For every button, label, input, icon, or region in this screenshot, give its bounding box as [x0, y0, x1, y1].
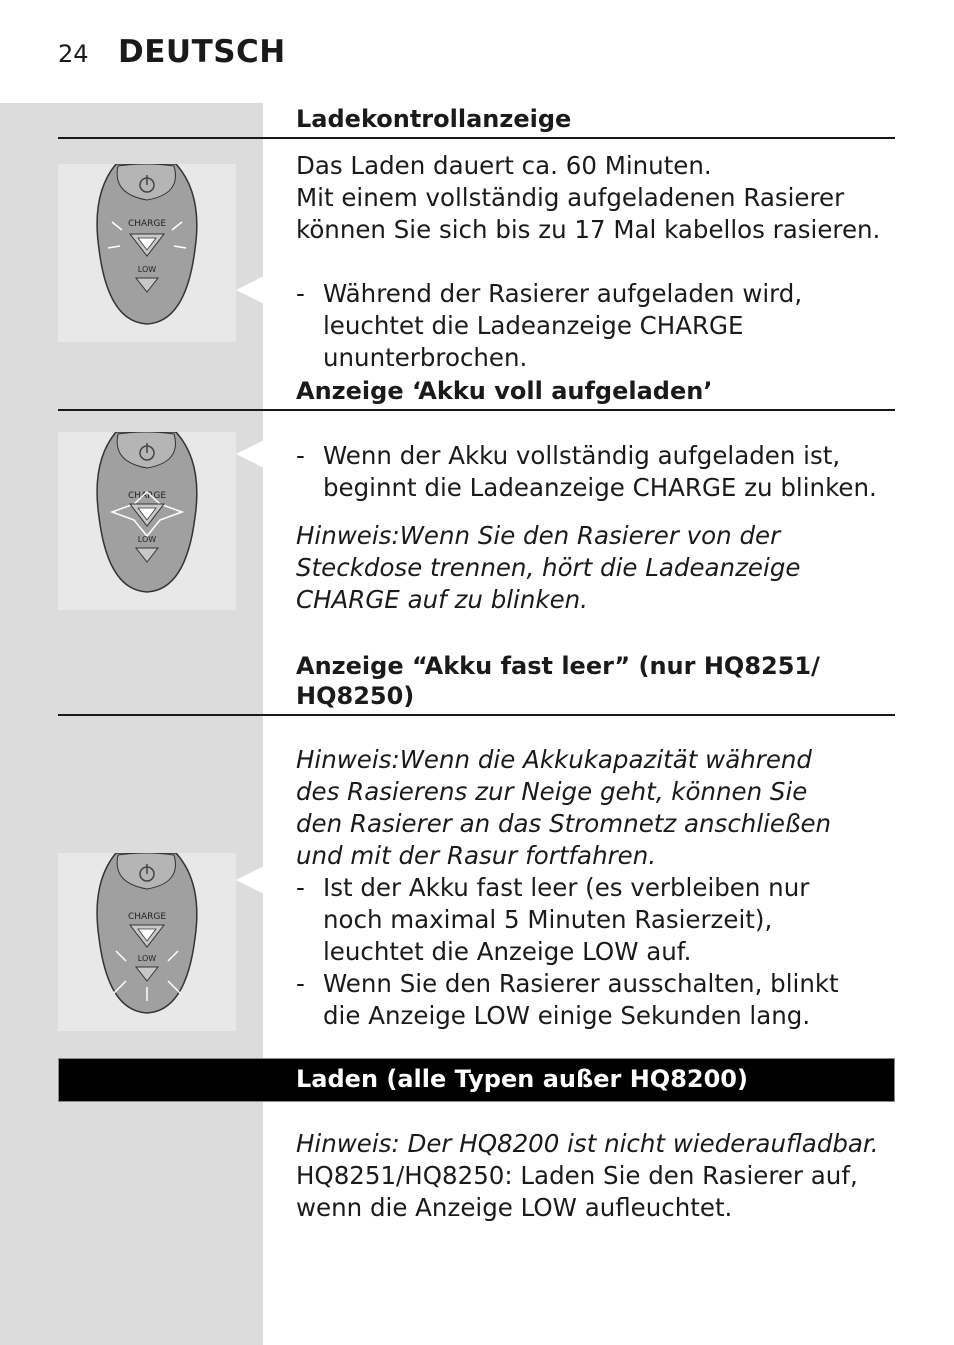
- battery-low-text: [296, 744, 896, 1032]
- charge-duration: Das Laden dauert ca. 60 Minuten.: [296, 151, 712, 180]
- figure-battery-full: [58, 432, 236, 610]
- section-divider: [58, 409, 895, 411]
- bullet-item: - Wenn Sie den Rasierer ausschalten, blinkt die Anzeige LOW einige Sekunden lang.: [296, 969, 839, 1030]
- charging-instruction: HQ8251/HQ8250: Laden Sie den Rasierer auf, wenn die Anzeige LOW aufleuchtet.: [296, 1161, 858, 1222]
- section-bar-charging: [58, 1058, 895, 1102]
- figure-pointer: [236, 440, 264, 468]
- charge-label: CHARGE: [127, 219, 167, 229]
- heading-charge-indicator: Ladekontrollanzeige: [296, 105, 572, 133]
- bullet-item: - Wenn der Akku vollständig aufgeladen ist, beginnt die Ladeanzeige CHARGE zu blinken.: [296, 441, 877, 502]
- figure-charge-indicator: [58, 164, 236, 342]
- battery-low-note: Hinweis:Wenn die Akkukapazität während des Rasierens zur Neige geht, können Sie den Rasierer an das Stromnetz anschließen und mit der Rasur fortfahren.: [296, 745, 832, 870]
- charging-text: [296, 1128, 896, 1224]
- bullet-item: - Ist der Akku fast leer (es verbleiben nur noch maximal 5 Minuten Rasierzeit), leuchtet die Anzeige LOW auf.: [296, 873, 810, 966]
- heading-battery-low: Anzeige “Akku fast leer” (nur HQ8251/ HQ8250): [296, 652, 820, 710]
- charge-label: CHARGE: [127, 491, 167, 501]
- section-divider: [58, 714, 895, 716]
- heading-charging: Laden (alle Typen außer HQ8200): [296, 1065, 748, 1093]
- heading-battery-full: Anzeige ‘Akku voll aufgeladen’: [296, 377, 713, 405]
- low-label: LOW: [137, 954, 157, 963]
- bullet-item: - Während der Rasierer aufgeladen wird, leuchtet die Ladeanzeige CHARGE ununterbrochen.: [296, 279, 803, 372]
- figure-pointer: [236, 276, 264, 304]
- battery-full-text: [296, 440, 896, 616]
- figure-battery-low: [58, 853, 236, 1031]
- figure-pointer: [236, 866, 264, 894]
- section-language-title: DEUTSCH: [118, 34, 286, 70]
- charge-indicator-text: [296, 150, 896, 374]
- battery-full-note: Hinweis:Wenn Sie den Rasierer von der Steckdose trennen, hört die Ladeanzeige CHARGE auf zu blinken.: [296, 521, 801, 614]
- low-label: LOW: [137, 265, 157, 274]
- charging-note: Hinweis: Der HQ8200 ist nicht wiederaufladbar.: [296, 1129, 879, 1158]
- charge-label: CHARGE: [127, 912, 167, 922]
- low-label: LOW: [137, 535, 157, 544]
- section-divider: [58, 137, 895, 139]
- cordless-shaves: Mit einem vollständig aufgeladenen Rasierer können Sie sich bis zu 17 Mal kabellos rasieren.: [296, 183, 881, 244]
- page-number: 24: [58, 40, 89, 68]
